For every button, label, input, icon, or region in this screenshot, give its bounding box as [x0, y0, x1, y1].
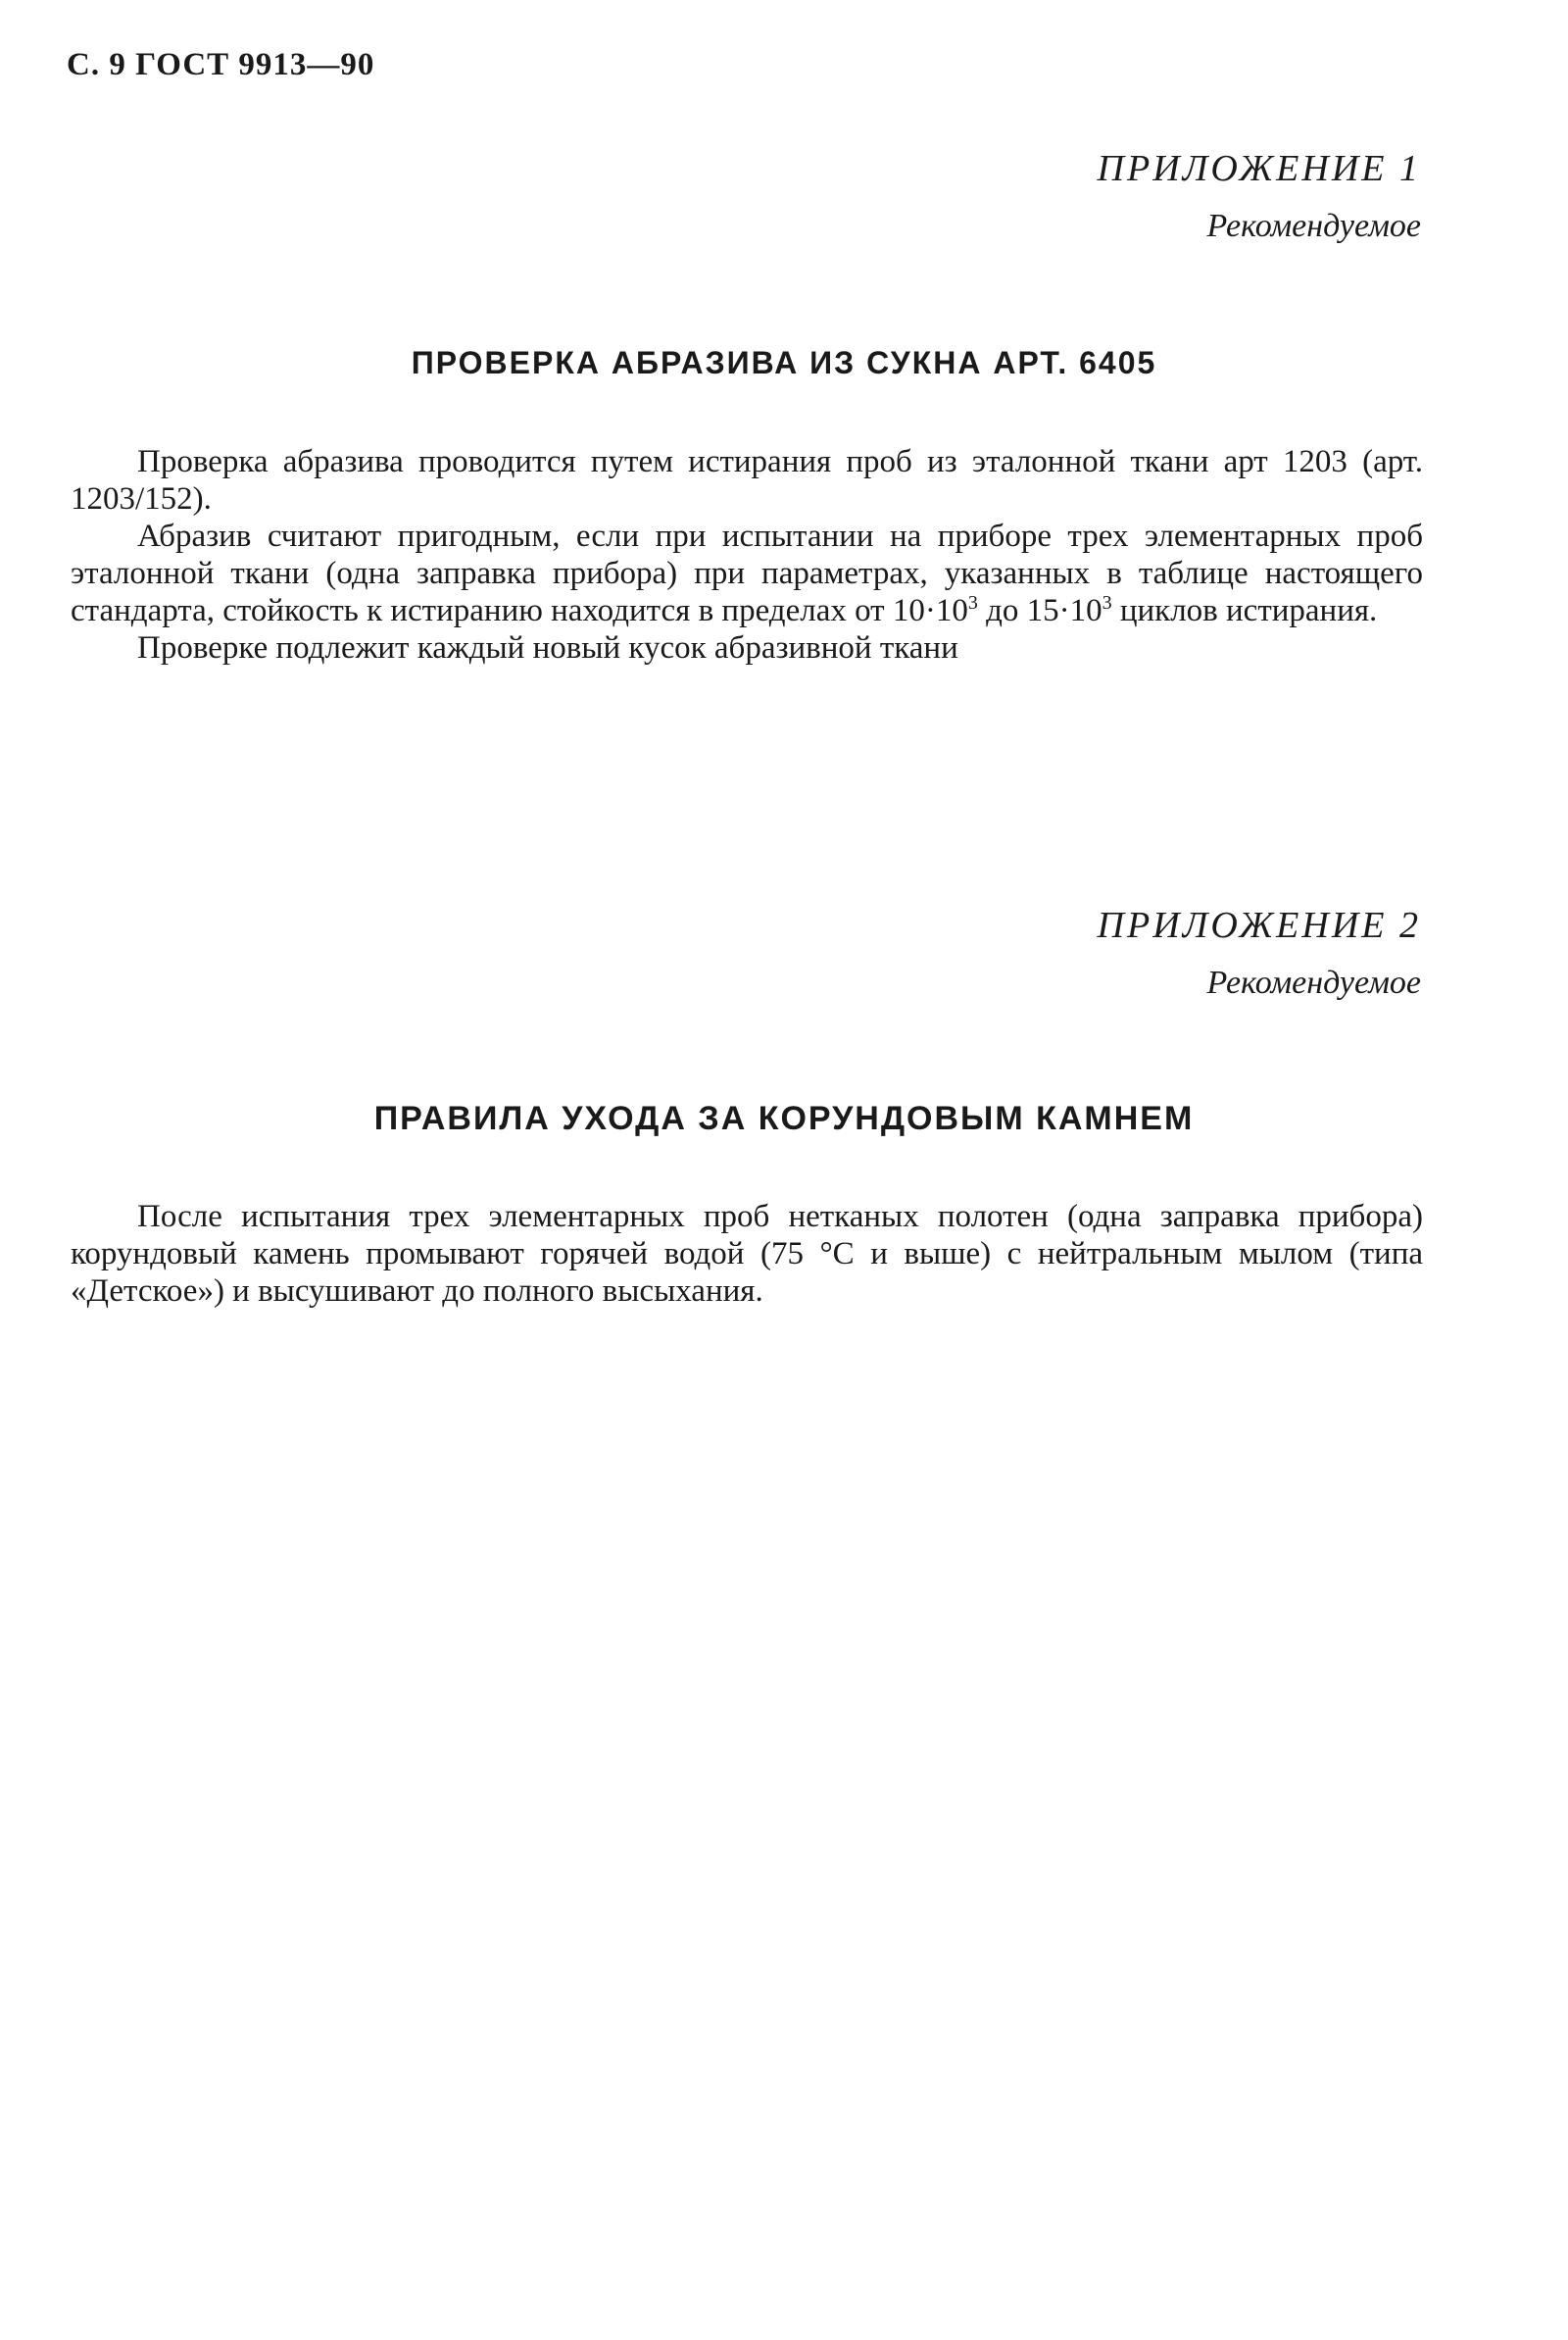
exponent-1: 3 [967, 592, 978, 614]
appendix-1-paragraph-3: Проверке подлежит каждый новый кусок абразивной ткани [137, 630, 958, 666]
paragraph-2-text-start: Абразив считают пригодным, если при испытании на приборе трех элементарных проб эталонной ткани (одна заправка прибора) при параметрах, указанных в таблице настоящего стандарта, стойкость к истиранию находится в пределах от 10·10 [71, 519, 1423, 628]
appendix-2-title: ПРАВИЛА УХОДА ЗА КОРУНДОВЫМ КАМНЕМ [373, 1100, 1195, 1137]
paragraph-2-text-end: циклов истирания. [1111, 593, 1378, 628]
appendix-2-body [71, 1198, 1423, 1310]
paragraph-2-text-mid: до 15·10 [977, 593, 1102, 628]
appendix-1-body [71, 443, 1423, 667]
appendix-2-paragraph-1: После испытания трех элементарных проб нетканых полотен (одна заправка прибора) корундовый камень промывают горячей водой (75 °С и выше) с нейтральным мылом (типа «Детское») и высушивают до полного высыхания. [71, 1199, 1423, 1309]
appendix-2-status: Рекомендуемое [1206, 965, 1421, 1001]
appendix-1-heading [1098, 147, 1421, 245]
appendix-1-paragraph-1: Проверка абразива проводится путем истирания проб из эталонной ткани арт 1203 (арт. 1203/152). [71, 444, 1423, 517]
appendix-1-paragraph-2 [71, 518, 1423, 629]
appendix-2-label: ПРИЛОЖЕНИЕ 2 [1097, 905, 1421, 946]
appendix-1-status: Рекомендуемое [1206, 208, 1421, 244]
appendix-2-heading [1098, 904, 1421, 1002]
appendix-1-title: ПРОВЕРКА АБРАЗИВА ИЗ СУКНА АРТ. 6405 [411, 345, 1157, 380]
page-header: С. 9 ГОСТ 9913—90 [67, 47, 375, 82]
exponent-2: 3 [1102, 592, 1112, 614]
appendix-1-label: ПРИЛОЖЕНИЕ 1 [1097, 148, 1421, 189]
